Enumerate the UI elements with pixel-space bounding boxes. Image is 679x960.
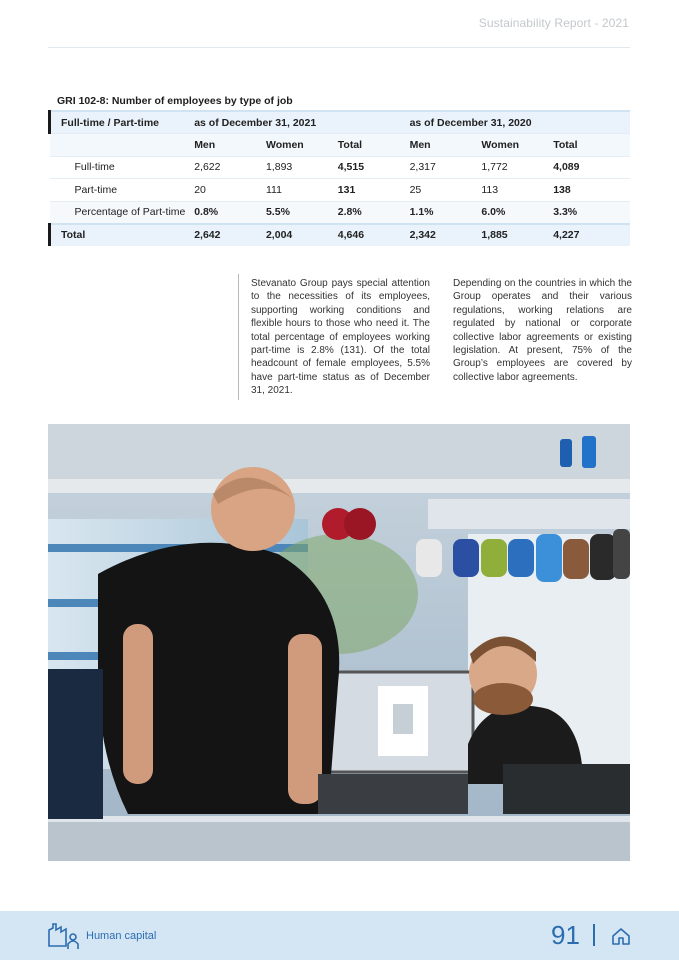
table-cell: 2.8% [338, 201, 410, 224]
subheader-total-2021: Total [338, 134, 410, 157]
table-group-label: Full-time / Part-time [50, 111, 195, 134]
table-cell: 5.5% [266, 201, 338, 224]
table-caption: GRI 102-8: Number of employees by type of job [57, 95, 293, 107]
workshop-photo-illustration [48, 424, 630, 861]
table-row [50, 156, 631, 179]
table-cell: 3.3% [553, 201, 630, 224]
section-label: Human capital [86, 930, 157, 942]
subheader-men-2020: Men [410, 134, 482, 157]
table-cell: 0.8% [194, 201, 266, 224]
table-cell: 131 [338, 179, 410, 202]
table-header-row [50, 111, 631, 134]
table-cell: 4,646 [338, 224, 410, 247]
subheader-women-2021: Women [266, 134, 338, 157]
table-subheader-row [50, 134, 631, 157]
table-cell: 1,885 [481, 224, 553, 247]
row-label: Full-time [50, 156, 195, 179]
subheader-women-2020: Women [481, 134, 553, 157]
table-row [50, 201, 631, 224]
table-cell: 4,089 [553, 156, 630, 179]
period-2020-header: as of December 31, 2020 [410, 111, 630, 134]
table-total-row [50, 224, 631, 247]
table-cell: 138 [553, 179, 630, 202]
workshop-photo [48, 424, 630, 861]
body-paragraph-right: Depending on the countries in which the Group operates and their various regulations, working relations are regulated by national or corporate collective labor agreements or existing legislation. At present, 75% of the Group’s employees are covered by collective labor agreements. [453, 278, 632, 383]
total-label: Total [50, 224, 195, 247]
page-number: 91 [551, 920, 580, 950]
footer-divider [593, 924, 595, 946]
table-cell: 1,772 [481, 156, 553, 179]
table-cell: 2,317 [410, 156, 482, 179]
subheader-men-2021: Men [194, 134, 266, 157]
table-cell: 20 [194, 179, 266, 202]
footer-bar [0, 911, 679, 960]
header-divider [48, 47, 630, 48]
human-capital-icon [46, 918, 80, 952]
body-text-block [238, 274, 631, 400]
table-cell: 4,515 [338, 156, 410, 179]
home-icon[interactable] [611, 926, 631, 946]
table-cell: 1,893 [266, 156, 338, 179]
period-2021-header: as of December 31, 2021 [194, 111, 409, 134]
table-cell: 2,622 [194, 156, 266, 179]
table-cell: 2,004 [266, 224, 338, 247]
table-cell: 6.0% [481, 201, 553, 224]
subheader-empty [50, 134, 195, 157]
table-cell: 2,642 [194, 224, 266, 247]
subheader-total-2020: Total [553, 134, 630, 157]
row-label: Part-time [50, 179, 195, 202]
employees-table [48, 110, 630, 246]
table-cell: 113 [481, 179, 553, 202]
report-title: Sustainability Report - 2021 [478, 16, 629, 30]
table-cell: 1.1% [410, 201, 482, 224]
table-cell: 25 [410, 179, 482, 202]
table-cell: 111 [266, 179, 338, 202]
table-row [50, 179, 631, 202]
table-cell: 2,342 [410, 224, 482, 247]
table-cell: 4,227 [553, 224, 630, 247]
row-label: Percentage of Part-time [50, 201, 195, 224]
body-paragraph-left: Stevanato Group pays special attention to the necessities of its employees, supporting working conditions and flexible hours to those who need it. The total percentage of employees working part-time is 2.8% (131). Of the total headcount of female employees, 5.5% have part-time status as of December 31, 2021. [251, 278, 430, 397]
